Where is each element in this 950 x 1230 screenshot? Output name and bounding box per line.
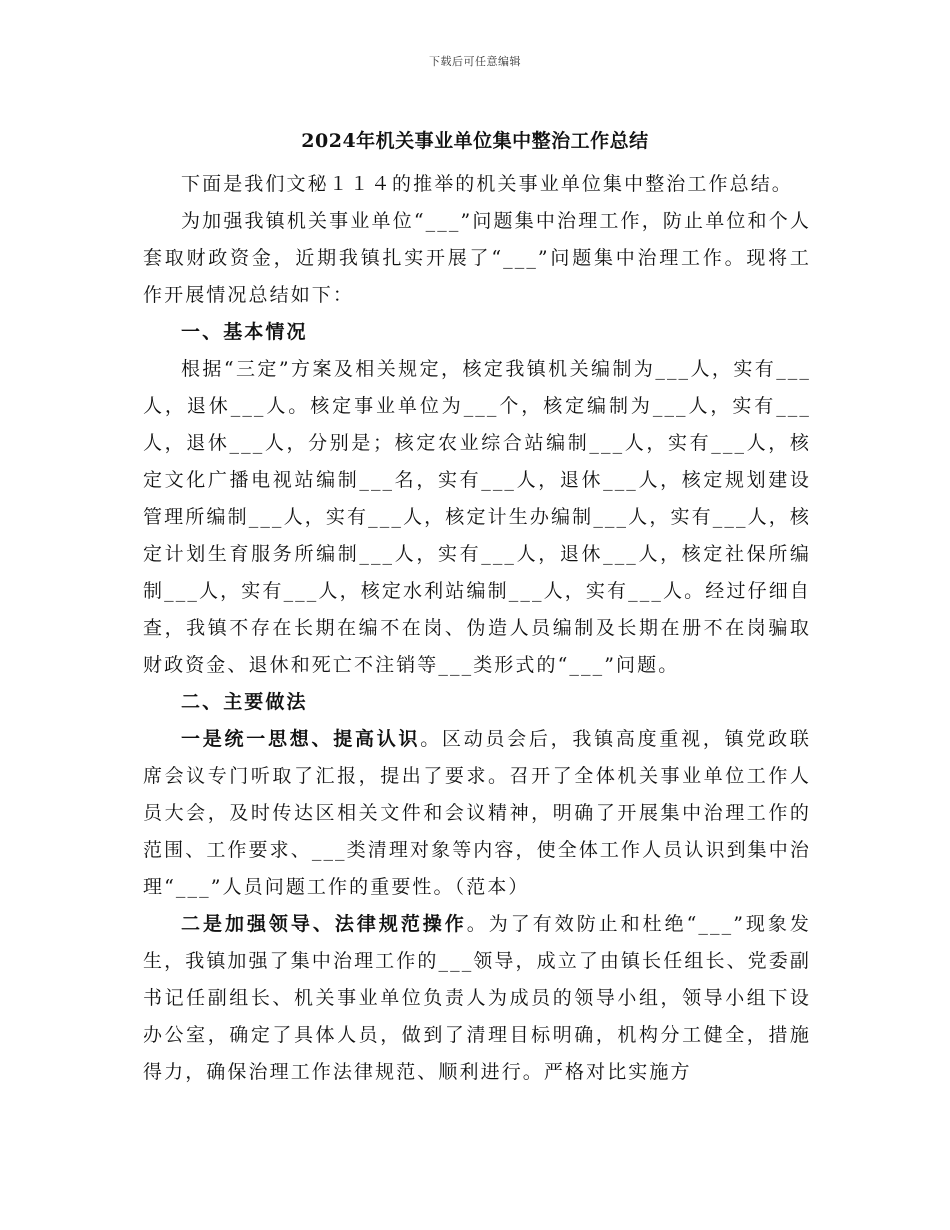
practice-item-1-lead: 一是统一思想、提高认识 <box>181 728 421 750</box>
document-body <box>143 166 811 1091</box>
basic-situation-paragraph: 根据“三定”方案及相关规定，核定我镇机关编制为___人，实有___人，退休___人。核定事业单位为___个，核定编制为___人，实有___人，退休___人，分别是；核定农业综合站编制___人，实有___人，核定文化广播电视站编制___名，实有___人，退休___人，核定规划建设管理所编制___人，实有___人，核定计生办编制___人，实有___人，核定计划生育服务所编制___人，实有___人，退休___人，核定社保所编制___人，实有___人，核定水利站编制___人，实有___人。经过仔细自查，我镇不存在长期在编不在岗、伪造人员编制及长期在册不在岗骗取财政资金、退休和死亡不注销等___类形式的“___”问题。 <box>143 358 811 676</box>
practice-item-2 <box>143 906 811 1091</box>
practice-item-2-lead: 二是加强领导、法律规范操作 <box>181 913 467 935</box>
page-header-note: 下载后可任意编辑 <box>429 55 521 68</box>
document-title: 2024年机关事业单位集中整治工作总结 <box>301 130 649 152</box>
intro-paragraph: 下面是我们文秘１１４的推举的机关事业单位集中整治工作总结。 <box>181 173 793 195</box>
practice-item-1-text: 。区动员会后，我镇高度重视，镇党政联席会议专门听取了汇报，提出了要求。召开了全体机关事业单位工作人员大会，及时传达区相关文件和会议精神，明确了开展集中治理工作的范围、工作要求、___类清理对象等内容，使全体工作人员认识到集中治理“___”人员问题工作的重要性。（范本） <box>143 728 811 898</box>
practice-item-1 <box>143 721 811 906</box>
section-heading-basic-situation: 一、基本情况 <box>181 321 308 343</box>
section-heading-main-practices: 二、主要做法 <box>181 691 308 713</box>
practice-item-2-text: 。为了有效防止和杜绝“___”现象发生，我镇加强了集中治理工作的___领导，成立了由镇长任组长、党委副书记任副组长、机关事业单位负责人为成员的领导小组，领导小组下设办公室，确定了具体人员，做到了清理目标明确，机构分工健全，措施得力，确保治理工作法律规范、顺利进行。严格对比实施方 <box>143 913 811 1083</box>
opening-paragraph: 为加强我镇机关事业单位“___”问题集中治理工作，防止单位和个人套取财政资金，近期我镇扎实开展了“___”问题集中治理工作。现将工作开展情况总结如下： <box>143 210 811 306</box>
